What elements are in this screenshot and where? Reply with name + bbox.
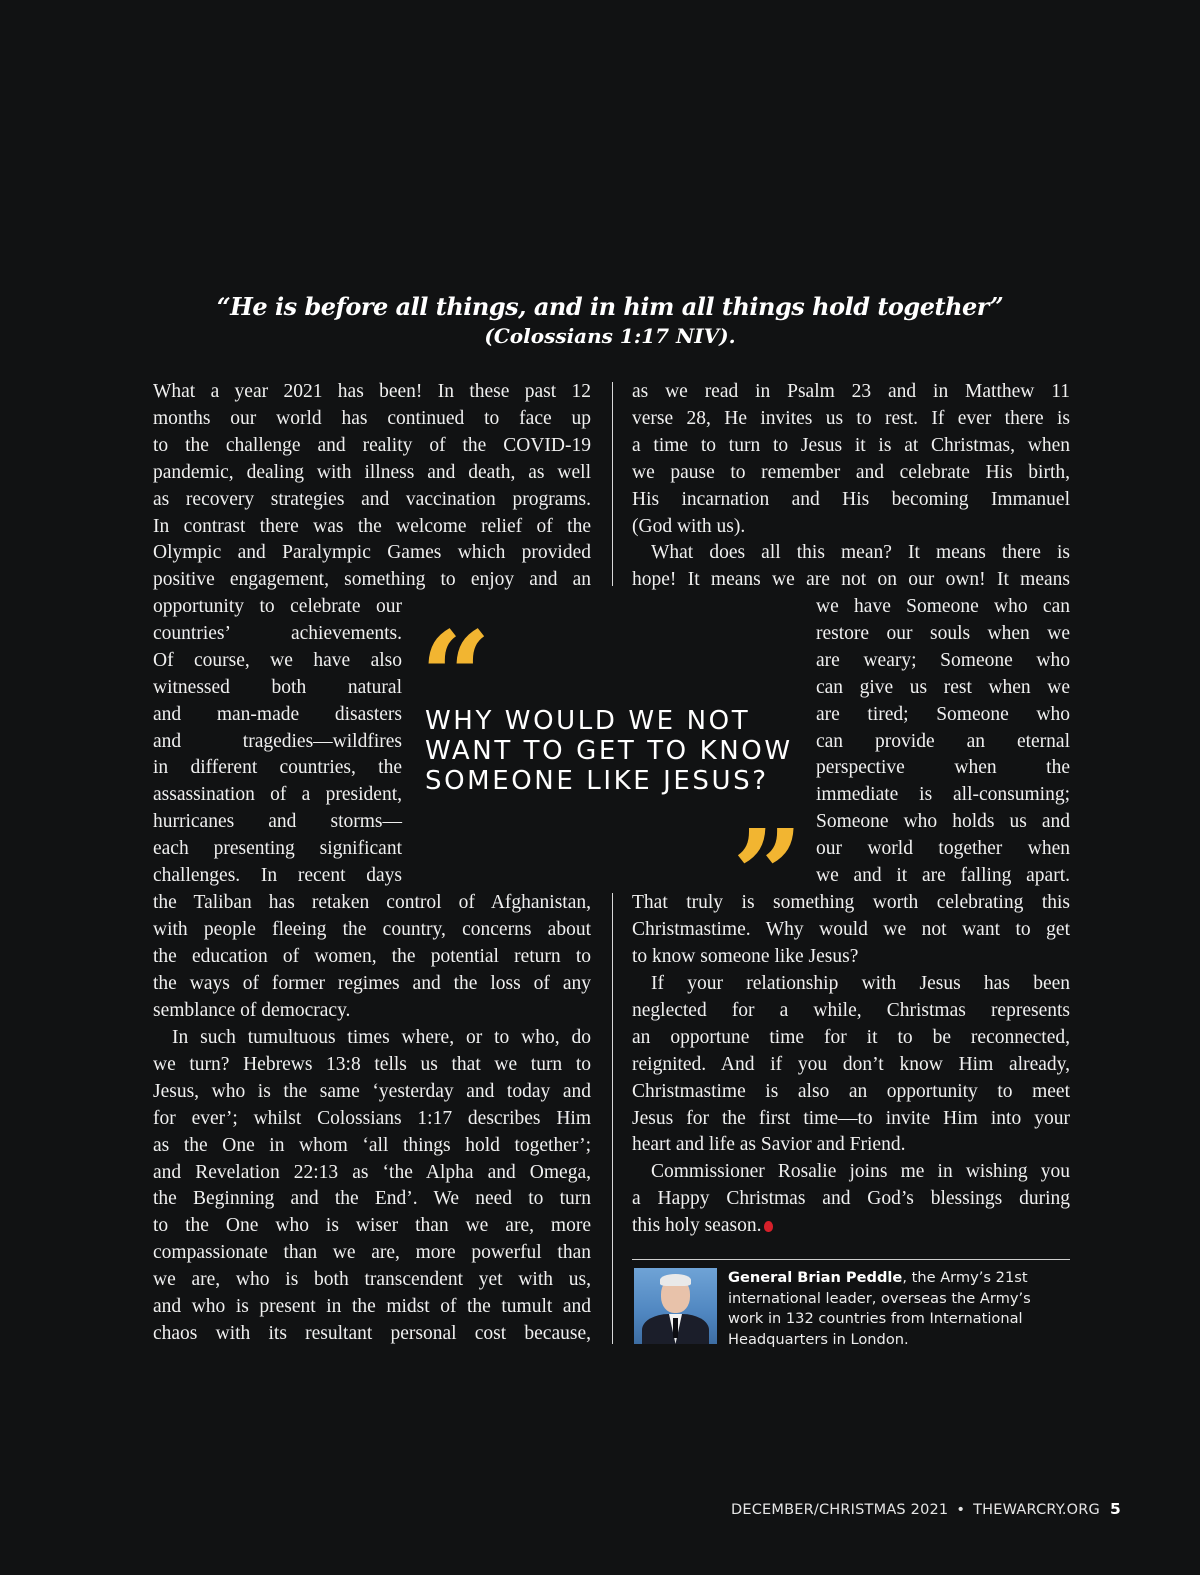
col2-bottom-text [632,890,1070,971]
shield-end-icon [764,1221,773,1232]
col1-top-text [153,379,591,594]
text-line: a Happy Christmas and God’s blessings during [632,1187,1070,1209]
text-line: we pause to remember and celebrate His birth, [632,461,1070,483]
text-line: perspective when the [816,757,1070,779]
text-line: the Taliban has retaken control of Afghanistan, [153,892,591,913]
author-name: General Brian Peddle [728,1269,903,1286]
text-line: to know someone like Jesus? [632,945,859,967]
column-divider-top [612,382,613,586]
bio-line: , the Army’s 21st [902,1269,1028,1286]
text-line: an opportune time for it to be reconnected, [632,1026,1070,1048]
text-line: Christmastime is also an opportunity to meet [632,1080,1070,1102]
text-line: and man-made disasters [153,703,402,725]
col2-narrow-text [816,594,1070,890]
text-line: we are, who is both transcendent yet with us, [153,1269,591,1291]
text-line: witnessed both natural [153,676,402,698]
text-line: each presenting significant [153,838,402,860]
text-line: chaos with its resultant personal cost because, [153,1322,591,1344]
bio-line: international leader, overseas the Army’s [728,1289,1031,1307]
text-line: as we read in Psalm 23 and in Matthew 11 [632,381,1070,402]
text-line: a time to turn to Jesus it is at Christmas, when [632,434,1070,456]
text-line: Jesus for the first time—to invite Him into your [632,1107,1070,1129]
text-line: Someone who holds us and [816,811,1070,833]
text-line: heart and life as Savior and Friend. [632,1134,906,1156]
text-line: with people fleeing the country, concerns about [153,918,591,940]
pull-quote-line: WHY WOULD WE NOT [425,706,751,736]
text-line: and who is present in the midst of the tumult and [153,1296,591,1318]
text-line: hurricanes and storms— [153,811,402,833]
col2-top-text [632,379,1070,540]
text-line: our world together when [816,838,1070,860]
text-line: as the One in whom ‘all things hold together’; [153,1134,591,1156]
text-line: (God with us). [632,515,746,537]
text-line: In such tumultuous times where, or to who, do [172,1027,591,1048]
text-line: we turn? Hebrews 13:8 tells us that we turn to [153,1053,591,1075]
text-line: and Revelation 22:13 as ‘the Alpha and Omega, [153,1161,591,1183]
bio-divider [632,1259,1070,1260]
text-line: as recovery strategies and vaccination programs. [153,488,591,510]
text-line: Olympic and Paralympic Games which provided [153,542,591,564]
text-line: Christmastime. Why would we not want to get [632,918,1070,940]
text-line: months our world has continued to face up [153,407,591,429]
text-line: to the One who is wiser than we are, more [153,1215,591,1237]
text-line: the Beginning and the End’. We need to turn [153,1188,591,1210]
text-line: His incarnation and His becoming Immanuel [632,488,1070,510]
issue-label: DECEMBER/CHRISTMAS 2021 [730,1502,949,1518]
text-line: hope! It means we are not on our own! It means [632,568,1070,590]
bio-line: work in 132 countries from International [728,1310,1023,1327]
text-line: this holy season. [632,1213,1070,1240]
col1-paragraph-2 [153,1025,591,1348]
text-line: opportunity to celebrate our [153,596,402,617]
col2-paragraph-4 [632,1159,1070,1240]
text-line: Jesus, who is the same ‘yesterday and today and [153,1080,591,1102]
text-line: challenges. In recent days [153,865,402,887]
pull-quote [425,706,805,796]
text-line: can provide an eternal [816,730,1070,752]
text-line: pandemic, dealing with illness and death, as well [153,461,591,483]
text-line: countries’ achievements. [153,622,402,644]
epigraph-quote: “He is before all things, and in him all things hold together” [216,292,1004,321]
text-line: verse 28, He invites us to rest. If ever there is [632,407,1070,429]
text-line: positive engagement, something to enjoy and an [153,569,591,591]
close-quote-icon: ” [732,803,804,948]
text-line: What a year 2021 has been! In these past 12 [153,381,591,402]
text-line: the ways of former regimes and the loss of any [153,972,591,994]
epigraph [150,292,1070,350]
page-number: 5 [1110,1500,1121,1518]
text-line: to the challenge and reality of the COVID-19 [153,434,591,456]
text-line: we have Someone who can [816,596,1070,617]
text-line: and tragedies—wildfires [153,730,402,752]
text-line: Of course, we have also [153,649,402,671]
text-line: That truly is something worth celebrating this [632,892,1070,913]
text-line: neglected for a while, Christmas represents [632,999,1070,1021]
page-footer [731,1500,1121,1518]
text-line: What does all this mean? It means there is [651,542,1070,563]
author-bio [728,1268,1073,1350]
text-line: are weary; Someone who [816,649,1070,671]
text-line: If your relationship with Jesus has been [651,973,1070,994]
col2-paragraph-3 [632,971,1070,1159]
col2-paragraph-2 [632,540,1070,594]
bio-line: Headquarters in London. [728,1330,909,1348]
text-line: immediate is all-consuming; [816,784,1070,806]
text-line: assassination of a president, [153,784,402,806]
text-line: can give us rest when we [816,676,1070,698]
site-label: THEWARCRY.ORG [973,1502,1100,1518]
text-line: restore our souls when we [816,622,1070,644]
footer-separator: • [956,1502,966,1518]
pull-quote-line: SOMEONE LIKE JESUS? [425,766,769,796]
author-photo [634,1268,717,1344]
col1-bottom-text [153,890,591,1025]
text-line: in different countries, the [153,757,402,779]
text-line: the education of women, the potential return to [153,945,591,967]
text-line: semblance of democracy. [153,999,351,1021]
pull-quote-line: WANT TO GET TO KNOW [425,736,793,766]
text-line: are tired; Someone who [816,703,1070,725]
open-quote-icon: “ [420,605,492,750]
col1-narrow-text [153,594,402,890]
text-line: for ever’; whilst Colossians 1:17 describes Him [153,1107,591,1129]
text-line: compassionate than we are, more powerful than [153,1242,591,1264]
epigraph-citation: (Colossians 1:17 NIV). [484,324,736,348]
text-line: reignited. And if you don’t know Him already, [632,1053,1070,1075]
text-line: Commissioner Rosalie joins me in wishing you [651,1161,1070,1182]
text-line: we and it are falling apart. [816,865,1070,887]
column-divider-bottom [612,893,613,1344]
text-line: In contrast there was the welcome relief of the [153,515,591,537]
